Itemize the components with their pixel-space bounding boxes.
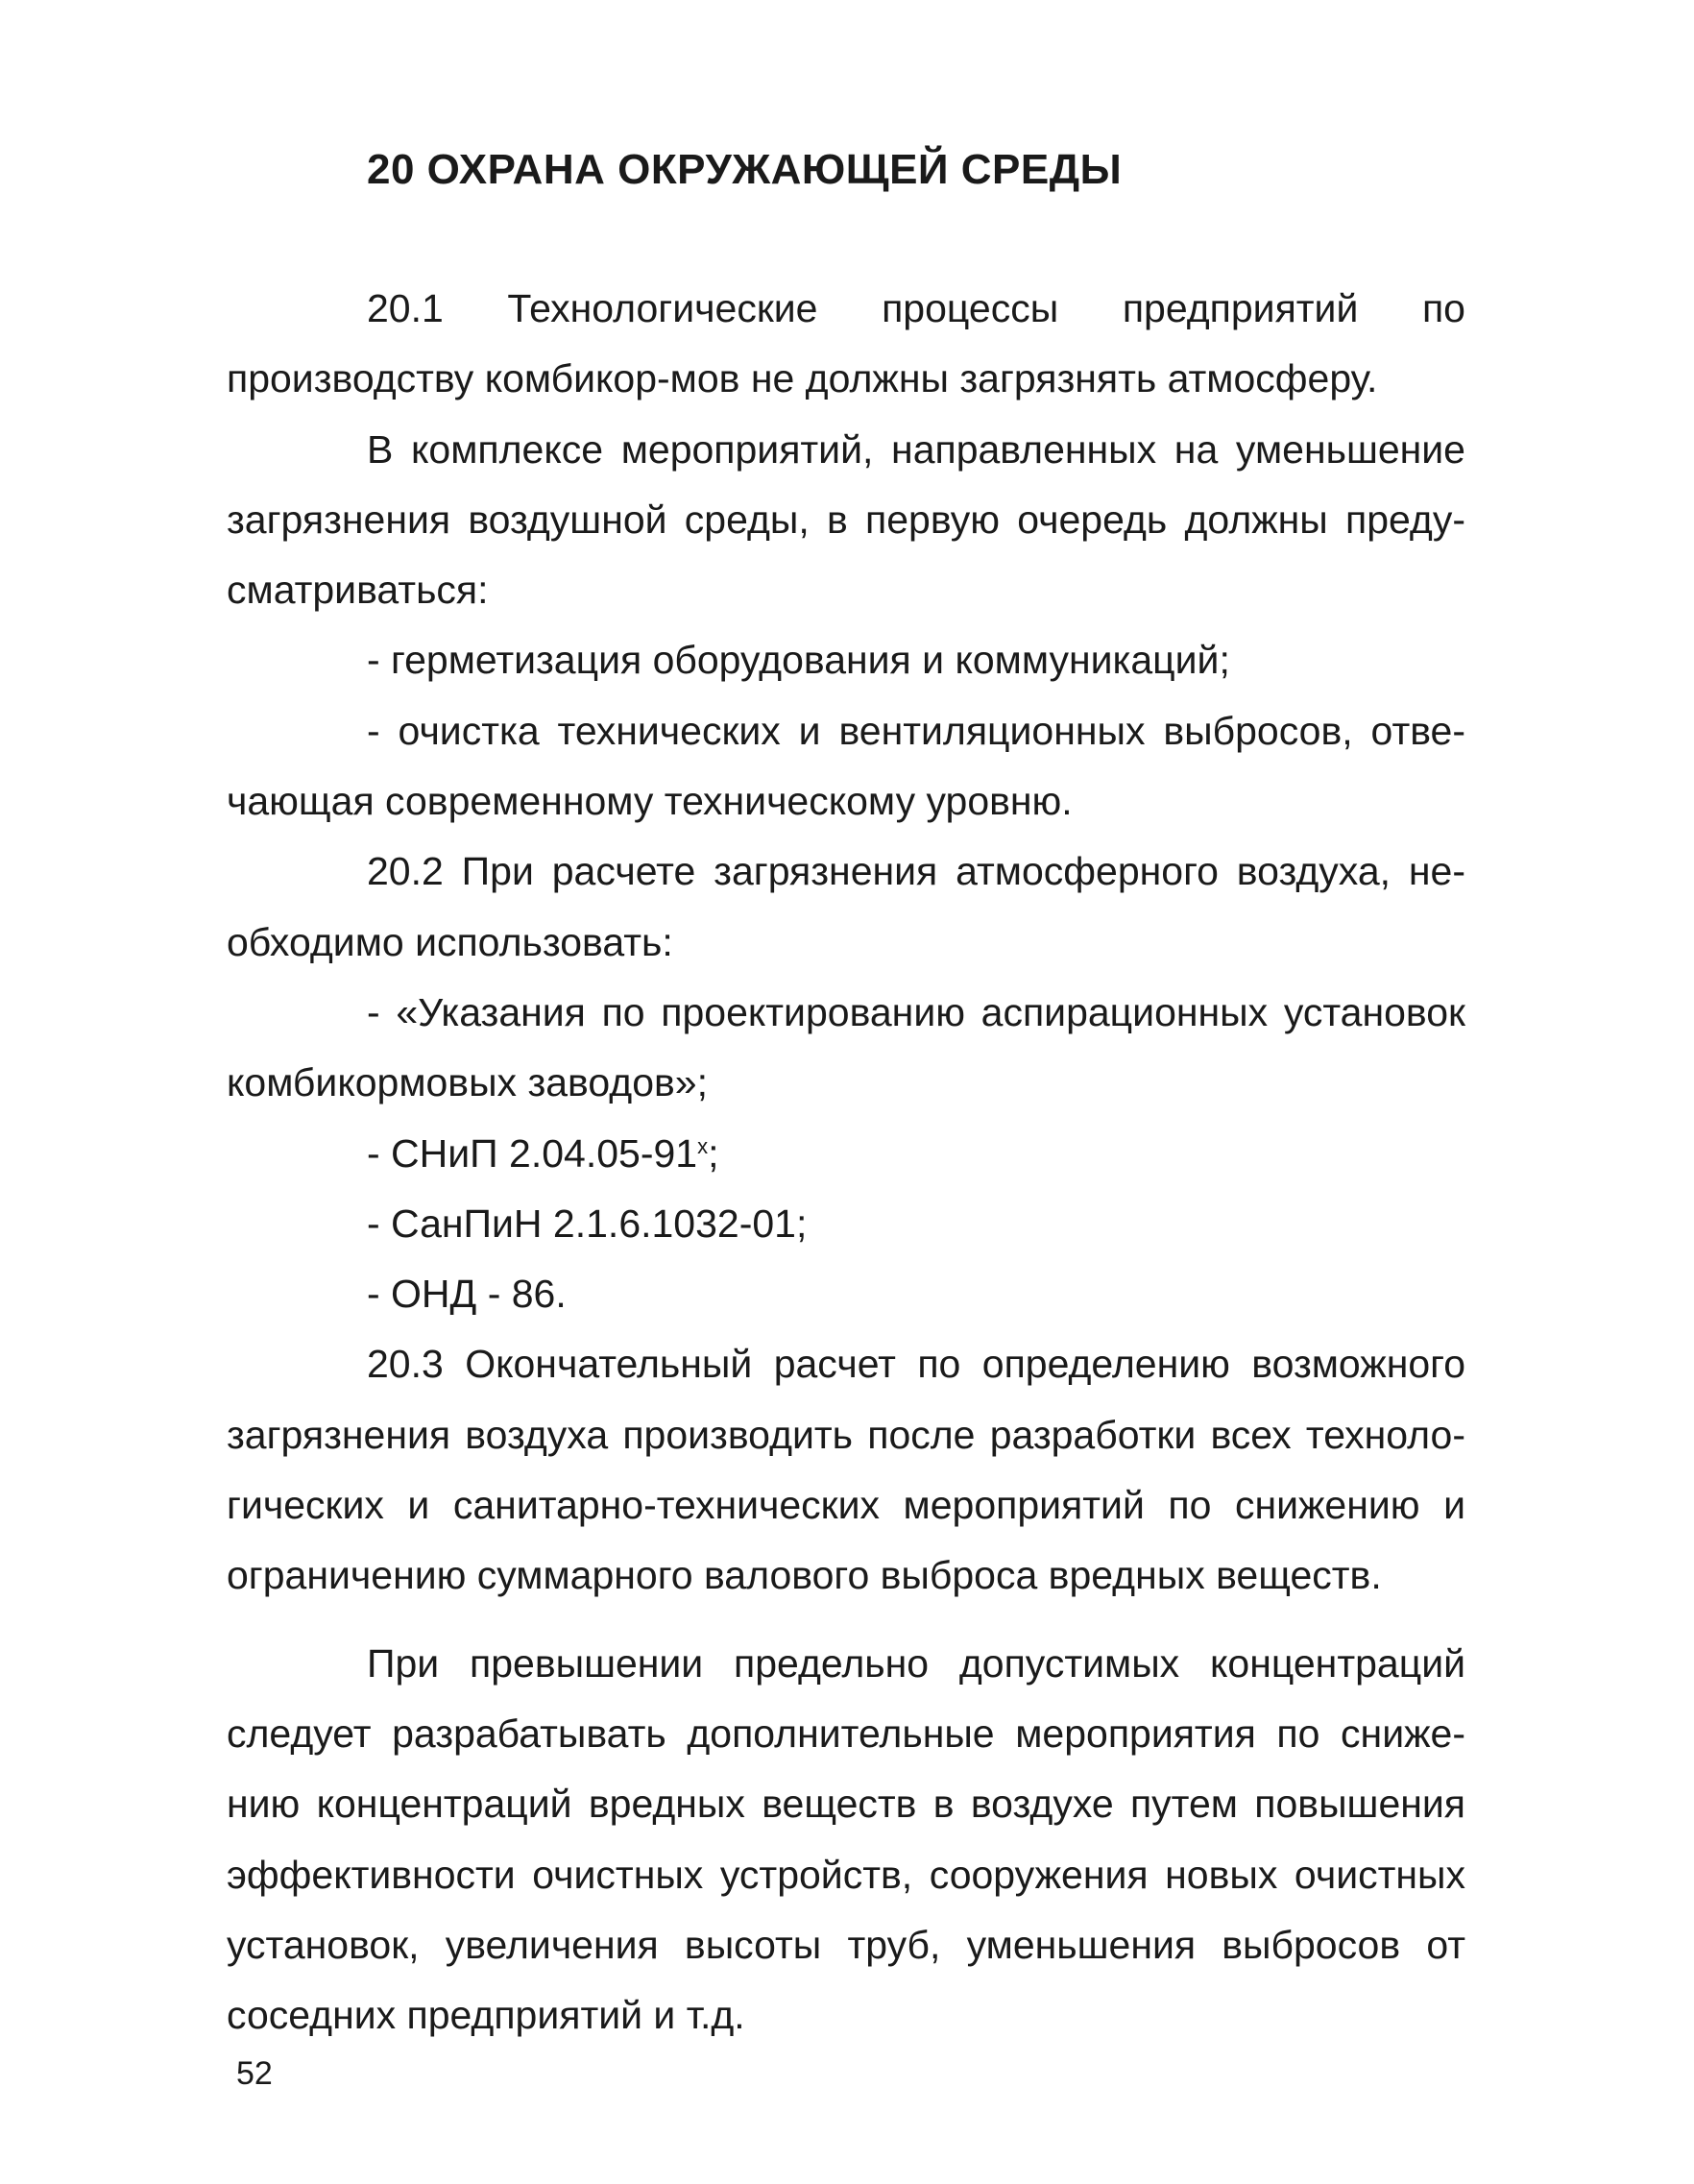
list-item-cleaning-line-2: чающая современному техническому уровню. [227, 779, 1073, 824]
snip-text: - СНиП 2.04.05-91 [367, 1130, 698, 1176]
paragraph-excess-line-5: установок, увеличения высоты труб, уменьшения выбросов от [227, 1922, 1465, 1967]
list-item-sanpin: - СанПиН 2.1.6.1032-01; [367, 1201, 808, 1246]
paragraph-measures-line-2: загрязнения воздушной среды, в первую очередь должны преду- [227, 497, 1465, 542]
page-number: 52 [236, 2055, 273, 2092]
list-item-ond: - ОНД - 86. [367, 1272, 567, 1317]
paragraph-20-1-line-1: 20.1 Технологические процессы предприятий по [367, 286, 1465, 330]
paragraph-20-3-line-1: 20.3 Окончательный расчет по определению возможного [367, 1342, 1465, 1387]
paragraph-20-1-line-2: производству комбикор-мов не должны загрязнять атмосферу. [227, 356, 1378, 401]
snip-semicolon: ; [708, 1130, 719, 1176]
list-item-sealing: - герметизация оборудования и коммуникаций; [367, 638, 1230, 683]
paragraph-excess-line-2: следует разрабатывать дополнительные мероприятия по сниже- [227, 1711, 1465, 1756]
list-item-snip [227, 1119, 1465, 1189]
paragraph-20-2-line-1: 20.2 При расчете загрязнения атмосферного воздуха, не- [367, 849, 1465, 894]
paragraph-20-3-line-2: загрязнения воздуха производить после разработки всех техноло- [227, 1412, 1465, 1457]
section-body [227, 274, 1465, 2051]
snip-superscript: x [697, 1133, 709, 1158]
paragraph-20-3-line-4: ограничению суммарного валового выброса вредных веществ. [227, 1553, 1382, 1598]
paragraph-excess-line-3: нию концентраций вредных веществ в воздухе путем повышения [227, 1782, 1465, 1827]
paragraph-excess-line-6: соседних предприятий и т.д. [227, 1993, 745, 2038]
list-item-guidelines-line-1: - «Указания по проектированию аспирационных установок [367, 989, 1465, 1034]
paragraph-excess-line-4: эффективности очистных устройств, сооружения новых очистных [227, 1852, 1465, 1897]
section-heading: 20 ОХРАНА ОКРУЖАЮЩЕЙ СРЕДЫ [367, 146, 1123, 193]
paragraph-excess-line-1: При превышении предельно допустимых концентраций [367, 1640, 1465, 1686]
paragraph-measures-line-1: В комплексе мероприятий, направленных на уменьшение [367, 426, 1465, 472]
paragraph-20-2-line-2: обходимо использовать: [227, 919, 673, 964]
list-item-guidelines-line-2: комбикормовых заводов»; [227, 1060, 708, 1105]
list-item-cleaning-line-1: - очистка технических и вентиляционных выбросов, отве- [367, 708, 1465, 753]
paragraph-20-3-line-3: гических и санитарно-технических мероприятий по снижению и [227, 1483, 1465, 1528]
paragraph-gap [227, 1612, 1465, 1629]
paragraph-measures-line-3: сматриваться: [227, 568, 489, 613]
